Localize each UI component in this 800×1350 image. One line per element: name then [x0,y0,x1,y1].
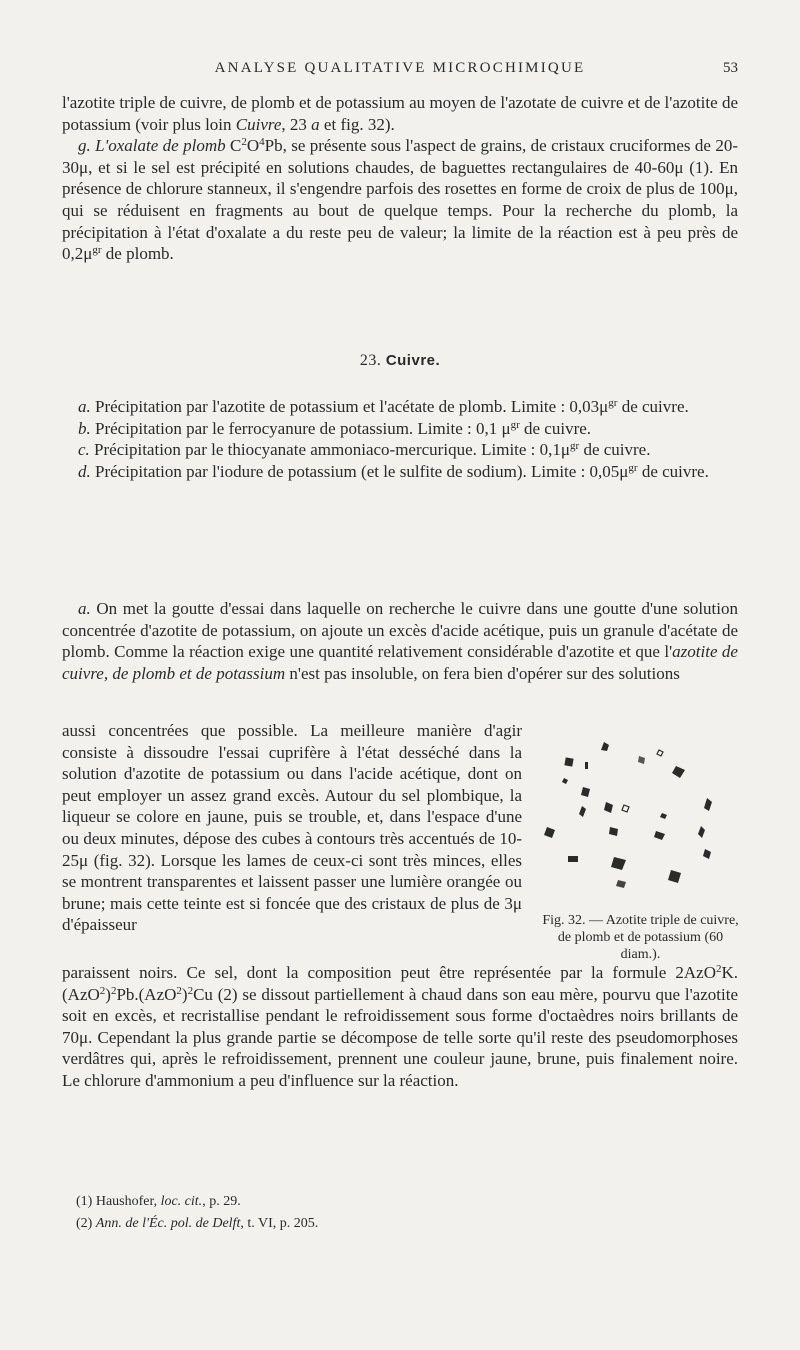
list-item [62,418,738,440]
unit-sup: gr [628,461,638,474]
crystal [585,762,588,769]
item-letter: c. [78,440,90,460]
formula-o: O [246,136,260,156]
item-end: de cuivre. [637,461,709,481]
crystal [568,856,578,862]
footnote-italic: Ann. de l'Éc. pol. de Delft [95,1216,241,1231]
formula-pb: Pb [264,136,283,156]
crystal [668,870,681,883]
intro-ref-letter: a [311,114,320,134]
footnote [76,1213,736,1235]
item-end: de cuivre. [579,440,651,460]
crystal [611,857,626,870]
item-end: de cuivre. [617,397,689,416]
footnote-end: , t. VI, p. 205. [240,1216,319,1231]
crystal [654,831,665,840]
crystal [564,757,573,766]
paragraph-g-text: , se présente sous l'aspect de grains, de cristaux cruciformes de 20-30μ, et si le sel est précipité en solutions chaudes, de baguettes rectangulaires de 40-60μ (1). En présence de chlorure stanneux, il s'engendre parfois des rosettes en forme de croix de plus de 100μ, qui se réduisent en fragments au bout de quelque temps. Pour la recherche du plomb, la précipitation à l'état d'oxalate a du reste peu de valeur; la limite de la réaction est à peu près de 0,2μ [62,136,738,264]
intro-paragraph-continuation [62,92,738,135]
crystal [581,787,590,797]
unit-sup: gr [570,440,580,453]
paragraph-a-italic: azotite de cuivre, de plomb et de potassium [62,642,738,683]
crystal [616,880,626,888]
intro-paragraphs [62,92,738,265]
crystal-illustration [538,732,738,912]
crystal [660,813,667,819]
formula-c: C [229,136,242,156]
wrapped-text: aussi concentrées que possible. La meilleure manière d'agir consiste à dissoudre l'essai cuprifère à l'état desséché dans la solution d'azotite de potassium ou dans l'acide acétique, dont on peut employer un assez grand excès. Autour du sel plombique, la liqueur se colore en jaune, puis se trouble, et, dans l'espace d'une ou deux minutes, dépose des cubes à contours très accentués de 10-25μ (fig. 32). Lorsque les lames de ceux-ci sont très minces, elles se montrent transparentes et laissent passer une lumière orangée ou brune; mais cette teinte est si foncée que des cristaux de plus de 3μ d'épaisseur [62,721,522,935]
crystal [601,742,609,751]
section-number: 23. [359,352,382,369]
formula-part: ) [105,984,111,1004]
footnote-number: (2) [76,1216,93,1231]
item-letter: a. [78,397,91,416]
paragraph-a-part1: On met la goutte d'essai dans laquelle on recherche le cuivre dans une goutte d'une solution concentrée d'azotite de potassium, on ajoute un excès d'acide acétique, puis un granule d'acétate de plomb. Comme la réaction exige une quantité relativement considérable d'azotite et que l' [62,599,738,662]
figure-label: Fig. 32. [542,913,586,928]
crystal [657,750,663,756]
crystal [622,805,629,812]
intro-text-tail: , 23 [281,114,312,134]
footnotes [76,1191,736,1235]
footnote [76,1191,736,1213]
cross-reference: Cuivre [235,114,282,134]
intro-text: l'azotite triple de cuivre, de plomb et de potassium au moyen de l'azotate de cuivre et de l'azotite de potassium (voir plus loin [62,93,738,134]
item-letter: b. [78,418,91,438]
paragraph-a-label: a. [78,599,91,618]
footnote-italic: loc. cit. [160,1194,203,1209]
unit-sup: gr [92,244,102,257]
list-item [62,396,738,418]
intro-text-end: et fig. 32). [319,114,395,134]
item-text: Précipitation par le thiocyanate ammoniaco-mercurique. Limite : 0,1μ [94,440,571,460]
formula-part: K.(AzO [62,963,738,1004]
section-name: Cuivre. [385,352,441,369]
crystal [579,806,586,817]
crystal [609,827,618,836]
crystal [704,798,712,811]
paragraph-g-title: L'oxalate de plomb [95,136,226,156]
formula-part: Pb.(AzO [116,984,177,1004]
formula-sup-4: 4 [259,136,265,149]
formula-sup: 2 [187,984,194,997]
paragraph-g [62,135,738,265]
item-text: Précipitation par l'iodure de potassium (et le sulfite de sodium). Limite : 0,05μ [95,461,629,481]
item-text: Précipitation par l'azotite de potassium et l'acétate de plomb. Limite : 0,03μ [95,397,609,416]
section-heading [0,352,800,370]
paragraph-g-end: de plomb. [101,244,174,264]
crystal [703,849,711,859]
footnote-end: , p. 29. [202,1194,241,1209]
paragraph-a-part2: n'est pas insoluble, on fera bien d'opérer sur des solutions [285,663,680,683]
paragraph-a-text [62,598,738,684]
list-item [62,439,738,461]
paragraph-a [62,598,738,684]
item-end: de cuivre. [519,418,592,438]
wrapped-paragraph [62,720,522,936]
unit-sup: gr [608,397,618,409]
crystal [562,778,568,784]
page-number: 53 [723,60,738,76]
paragraph-g-label: g. [78,136,91,156]
formula-part: paraissent noirs. Ce sel, dont la composition peut être représentée par la formule 2AzO [62,963,716,982]
formula-sup: 2 [99,984,106,997]
reaction-list [62,396,738,482]
formula-sup: 2 [715,963,722,975]
footnote-number: (1) [76,1194,93,1209]
closing-text [62,962,738,1092]
unit-sup: gr [510,418,520,431]
crystal [698,826,705,838]
formula-sup-2: 2 [241,136,247,149]
crystal [604,802,613,813]
item-text: Précipitation par le ferrocyanure de potassium. Limite : 0,1 μ [95,418,511,438]
footnote-text: Haushofer, [92,1194,161,1209]
crystal [544,827,555,838]
closing-paragraph [62,962,738,1092]
list-item [62,461,738,483]
running-head-title: ANALYSE QUALITATIVE MICROCHIMIQUE [214,60,586,76]
closing-text-rest: Cu (2) se dissout partiellement à chaud dans son eau mère, pourvu que l'azotite soit en excès, et recristallise pendant le refroidissement sous forme d'octaèdres noirs brillants de 70μ. Cependant la plus grande partie se décompose de telle sorte qu'il reste des pseudomorphoses verdâtres qui, après le refroidissement, prennent une couleur jaune, brune, puis finalement noire. Le chlorure d'ammonium a peu d'influence sur la réaction. [62,984,738,1090]
figure-caption-text: — Azotite triple de cuivre, de plomb et de potassium (60 diam.). [557,913,739,962]
formula-part: ) [181,984,188,1004]
figure-caption [538,912,743,963]
crystal [638,756,645,764]
crystal [672,766,685,778]
formula-sup: 2 [176,984,182,997]
item-letter: d. [78,461,91,481]
running-head [0,60,800,80]
formula-sup: 2 [110,984,117,997]
